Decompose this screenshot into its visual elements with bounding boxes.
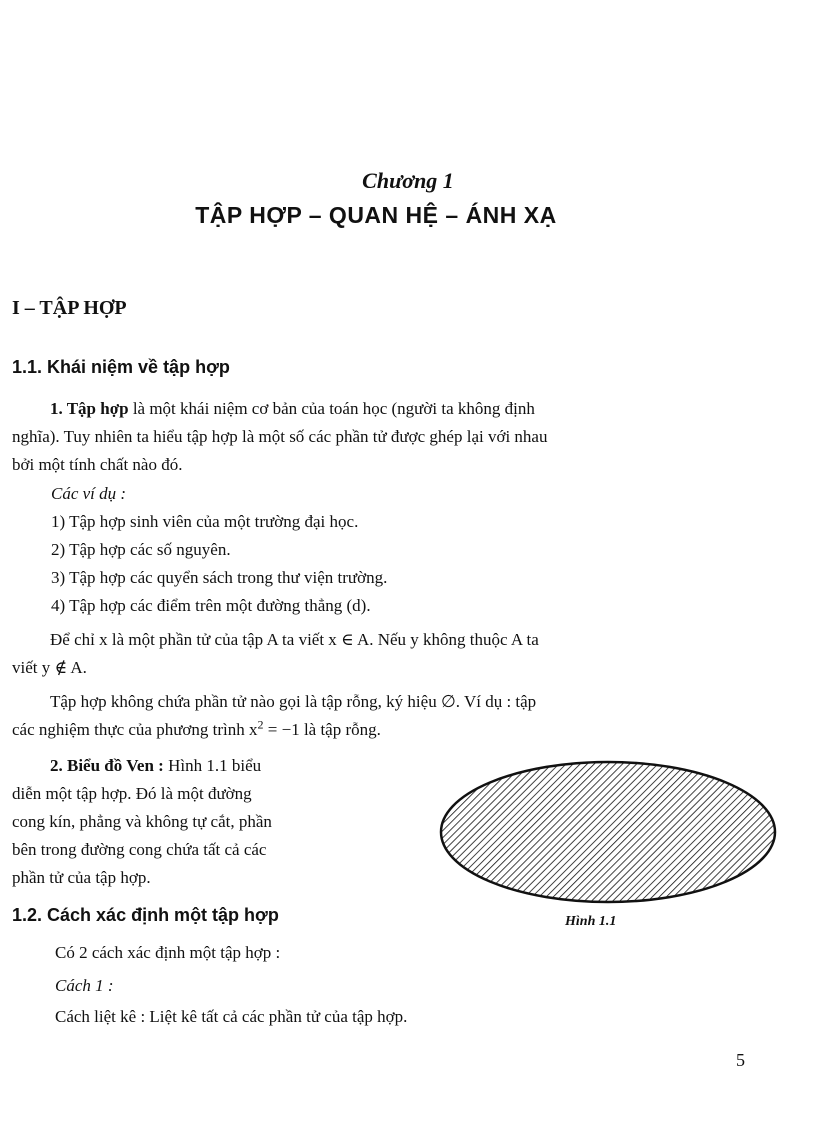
- examples-list: [51, 508, 387, 620]
- venn-diagram-figure: [438, 757, 778, 907]
- subsection-title-1-2: 1.2. Cách xác định một tập hợp: [12, 905, 279, 925]
- section-title: I – TẬP HỢP: [12, 297, 127, 319]
- subsection-title-1-1: 1.1. Khái niệm về tập hợp: [12, 357, 230, 377]
- paragraph-text: là một khái niệm cơ bản của toán học (người ta không định: [128, 399, 535, 418]
- list-item: 3) Tập hợp các quyển sách trong thư viện trường.: [51, 568, 388, 587]
- venn-ellipse: [441, 762, 775, 902]
- term-venn: 2. Biểu đồ Ven :: [50, 756, 164, 775]
- paragraph-text: = −1 là tập rỗng.: [263, 720, 381, 739]
- list-item: 1) Tập hợp sinh viên của một trường đại học.: [51, 512, 359, 531]
- paragraph-text: bởi một tính chất nào đó.: [12, 455, 183, 474]
- chapter-title: TẬP HỢP – QUAN HỆ – ÁNH XẠ: [195, 202, 557, 228]
- paragraph-set-definition: [12, 395, 772, 479]
- page-number: 5: [736, 1050, 745, 1070]
- list-item: 4) Tập hợp các điểm trên một đường thẳng (d).: [51, 596, 371, 615]
- list-item: 2) Tập hợp các số nguyên.: [51, 540, 231, 559]
- paragraph-text: diễn một tập hợp. Đó là một đường: [12, 784, 252, 803]
- paragraph-text: Tập hợp không chứa phần tử nào gọi là tập rỗng, ký hiệu ∅. Ví dụ : tập: [50, 692, 537, 711]
- paragraph-text: cong kín, phẳng và không tự cắt, phần: [12, 812, 272, 831]
- paragraph-venn: [12, 752, 392, 892]
- chapter-label: Chương 1: [362, 168, 454, 193]
- paragraph-text: bên trong đường cong chứa tất cả các: [12, 840, 267, 859]
- paragraph-empty-set: [12, 688, 772, 744]
- paragraph-text: Để chỉ x là một phần tử của tập A ta viết x ∈ A. Nếu y không thuộc A ta: [50, 630, 539, 649]
- paragraph-text: các nghiệm thực của phương trình x: [12, 720, 258, 739]
- method-text: Cách liệt kê : Liệt kê tất cả các phần tử của tập hợp.: [55, 1007, 408, 1026]
- term-set: 1. Tập hợp: [50, 399, 129, 418]
- examples-label: Các ví dụ :: [51, 484, 127, 503]
- method-label: Cách 1 :: [55, 976, 114, 995]
- paragraph-text: nghĩa). Tuy nhiên ta hiểu tập hợp là một số các phần tử được ghép lại với nhau: [12, 427, 548, 446]
- exponent: 2: [257, 717, 264, 732]
- figure-caption: Hình 1.1: [565, 914, 617, 929]
- paragraph-text: phần tử của tập hợp.: [12, 868, 151, 887]
- paragraph-text: Hình 1.1 biểu: [163, 756, 262, 775]
- paragraph-methods-intro: Có 2 cách xác định một tập hợp :: [55, 943, 281, 962]
- paragraph-membership: [12, 626, 772, 682]
- paragraph-text: viết y ∉ A.: [12, 658, 87, 677]
